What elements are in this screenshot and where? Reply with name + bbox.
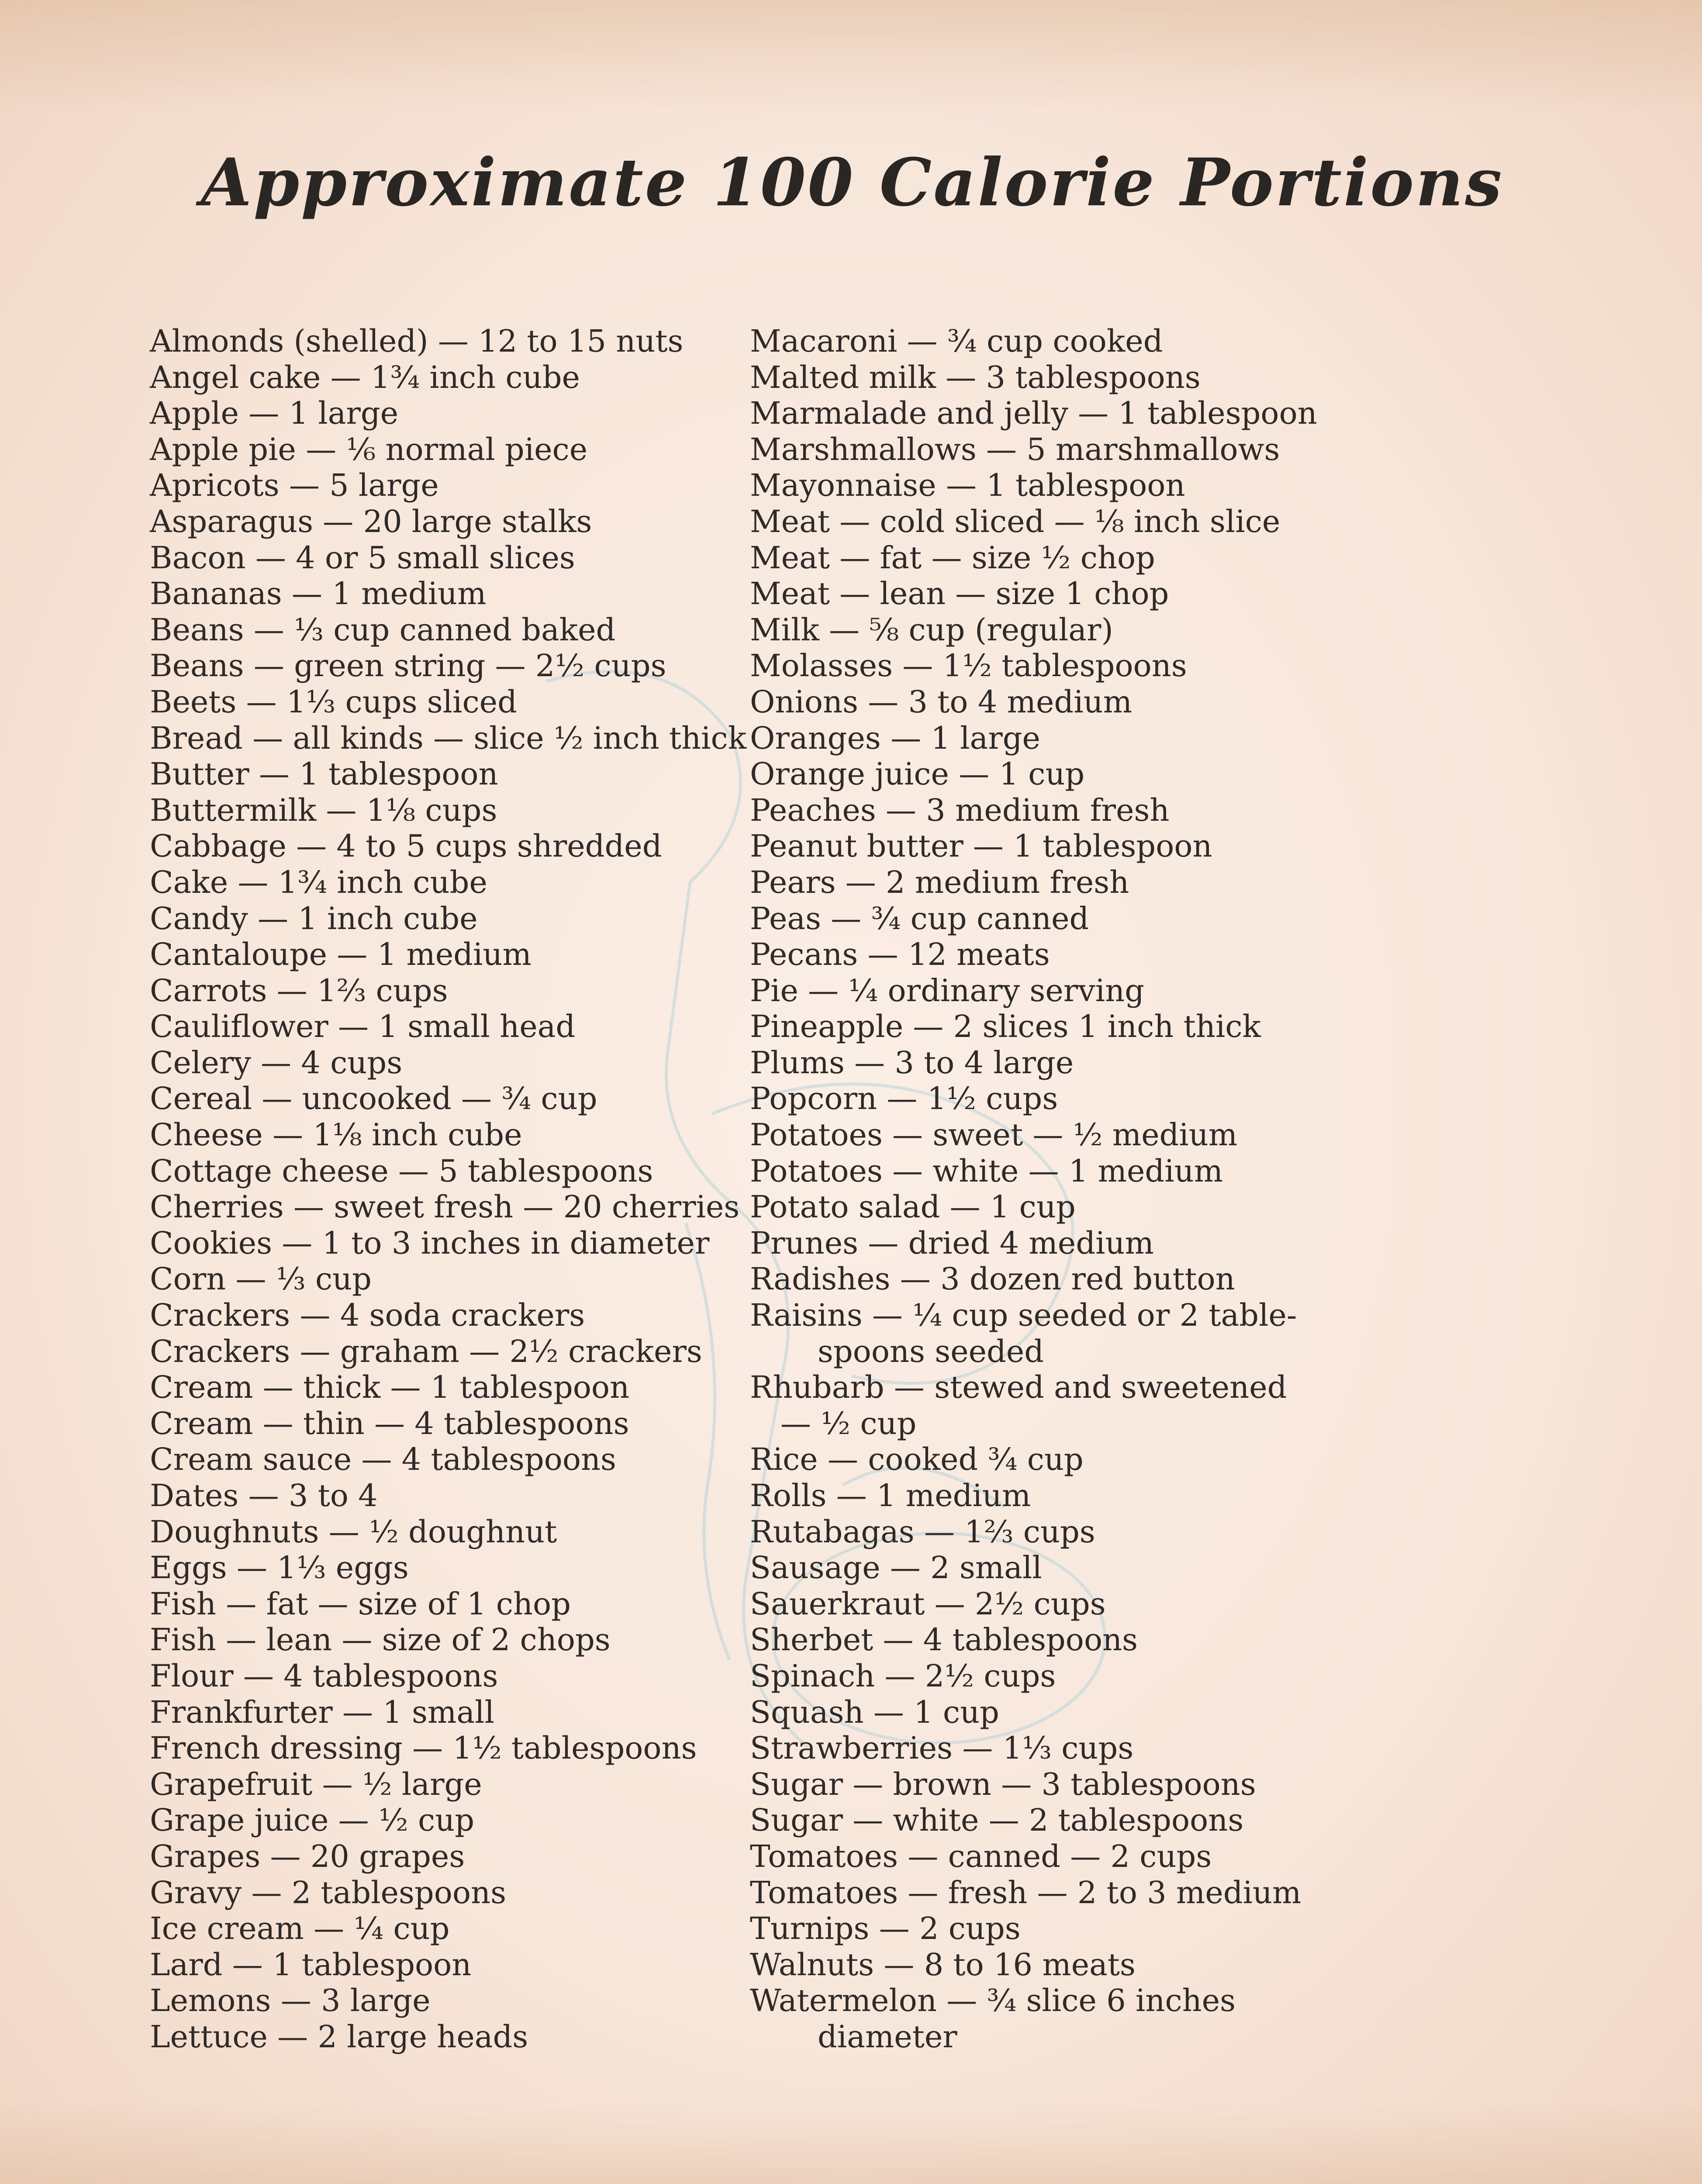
- list-item: Pecans — 12 meats: [750, 936, 1050, 973]
- list-item: Raisins — ¼ cup seeded or 2 table-: [750, 1297, 1297, 1334]
- list-item: Doughnuts — ½ doughnut: [150, 1514, 557, 1550]
- list-item: Rutabagas — 1⅔ cups: [750, 1514, 1095, 1550]
- list-item: Grapes — 20 grapes: [150, 1838, 465, 1874]
- list-item: Rice — cooked ¾ cup: [750, 1441, 1084, 1478]
- list-item: Crackers — 4 soda crackers: [150, 1297, 585, 1334]
- list-item: Strawberries — 1⅓ cups: [750, 1730, 1134, 1766]
- list-item: Flour — 4 tablespoons: [150, 1658, 498, 1694]
- list-item: Celery — 4 cups: [150, 1044, 403, 1081]
- list-item: Cereal — uncooked — ¾ cup: [150, 1081, 597, 1117]
- list-item: Lettuce — 2 large heads: [150, 2018, 528, 2055]
- list-item: Buttermilk — 1⅛ cups: [150, 792, 497, 828]
- list-item: Sausage — 2 small: [750, 1550, 1042, 1586]
- list-item: Grapefruit — ½ large: [150, 1766, 482, 1802]
- list-item: Radishes — 3 dozen red button: [750, 1261, 1235, 1297]
- list-item: Watermelon — ¾ slice 6 inches: [750, 1983, 1236, 2019]
- list-item: Butter — 1 tablespoon: [150, 756, 498, 792]
- list-item: Sugar — brown — 3 tablespoons: [750, 1766, 1256, 1802]
- list-item: Fish — fat — size of 1 chop: [150, 1586, 571, 1622]
- list-item: Beets — 1⅓ cups sliced: [150, 684, 517, 720]
- list-item: Dates — 3 to 4: [150, 1478, 378, 1514]
- list-item: Turnips — 2 cups: [750, 1911, 1021, 1947]
- list-item: Lemons — 3 large: [150, 1983, 431, 2019]
- list-item: Cabbage — 4 to 5 cups shredded: [150, 828, 662, 864]
- list-item: Cantaloupe — 1 medium: [150, 936, 532, 973]
- list-item: Potatoes — white — 1 medium: [750, 1153, 1223, 1189]
- list-item: Milk — ⅝ cup (regular): [750, 612, 1113, 648]
- list-item: Cookies — 1 to 3 inches in diameter: [150, 1225, 710, 1261]
- list-item: Marshmallows — 5 marshmallows: [750, 431, 1280, 467]
- list-item: Angel cake — 1¾ inch cube: [150, 359, 580, 395]
- list-item: Bread — all kinds — slice ½ inch thick: [150, 720, 747, 756]
- list-item: Malted milk — 3 tablespoons: [750, 359, 1201, 395]
- left-column: [150, 323, 747, 2055]
- list-item: Peaches — 3 medium fresh: [750, 792, 1170, 828]
- list-item: French dressing — 1½ tablespoons: [150, 1730, 697, 1766]
- list-item: Beans — ⅓ cup canned baked: [150, 612, 616, 648]
- list-item: Sauerkraut — 2½ cups: [750, 1586, 1106, 1622]
- list-item: Ice cream — ¼ cup: [150, 1911, 450, 1947]
- list-item: Cottage cheese — 5 tablespoons: [150, 1153, 653, 1189]
- page-title: Approximate 100 Calorie Portions: [201, 144, 1504, 221]
- list-item: Apricots — 5 large: [150, 467, 439, 504]
- list-item: Rolls — 1 medium: [750, 1478, 1031, 1514]
- list-item: Cream — thin — 4 tablespoons: [150, 1405, 629, 1441]
- list-item: Gravy — 2 tablespoons: [150, 1874, 507, 1911]
- list-item: Spinach — 2½ cups: [750, 1658, 1056, 1694]
- list-item: Apple pie — ⅙ normal piece: [150, 431, 588, 467]
- list-item: Squash — 1 cup: [750, 1694, 999, 1730]
- list-item: Oranges — 1 large: [750, 720, 1040, 756]
- list-item: Cauliflower — 1 small head: [150, 1009, 576, 1045]
- paper-stain-bottom: [0, 2101, 1702, 2184]
- list-item: Frankfurter — 1 small: [150, 1694, 494, 1730]
- list-item: Lard — 1 tablespoon: [150, 1946, 472, 1983]
- list-item: Orange juice — 1 cup: [750, 756, 1085, 792]
- list-item: Meat — fat — size ½ chop: [750, 539, 1155, 576]
- list-item: Sherbet — 4 tablespoons: [750, 1622, 1138, 1658]
- list-item: Macaroni — ¾ cup cooked: [750, 323, 1163, 359]
- list-item: Cherries — sweet fresh — 20 cherries: [150, 1189, 740, 1225]
- list-item: Fish — lean — size of 2 chops: [150, 1622, 611, 1658]
- list-item-continuation: spoons seeded: [818, 1333, 1044, 1369]
- list-item: Molasses — 1½ tablespoons: [750, 648, 1187, 684]
- list-item: Walnuts — 8 to 16 meats: [750, 1946, 1136, 1983]
- list-item: Crackers — graham — 2½ crackers: [150, 1333, 702, 1369]
- list-item: Cake — 1¾ inch cube: [150, 864, 487, 900]
- list-item: Meat — cold sliced — ⅛ inch slice: [750, 503, 1281, 539]
- list-item: Apple — 1 large: [150, 395, 399, 432]
- list-item: Mayonnaise — 1 tablespoon: [750, 467, 1185, 504]
- list-item: Asparagus — 20 large stalks: [150, 503, 592, 539]
- list-item: Popcorn — 1½ cups: [750, 1081, 1058, 1117]
- list-item-continuation: diameter: [818, 2018, 957, 2055]
- list-item: Almonds (shelled) — 12 to 15 nuts: [150, 323, 684, 359]
- list-item: Potato salad — 1 cup: [750, 1189, 1076, 1225]
- list-item: Carrots — 1⅔ cups: [150, 972, 448, 1009]
- list-item: Peas — ¾ cup canned: [750, 900, 1089, 936]
- list-item: Eggs — 1⅓ eggs: [150, 1550, 409, 1586]
- list-item: Potatoes — sweet — ½ medium: [750, 1117, 1238, 1153]
- list-item: Meat — lean — size 1 chop: [750, 576, 1169, 612]
- list-item: Grape juice — ½ cup: [150, 1802, 475, 1838]
- list-item: Onions — 3 to 4 medium: [750, 684, 1132, 720]
- list-item: Pie — ¼ ordinary serving: [750, 972, 1145, 1009]
- list-item: Tomatoes — canned — 2 cups: [750, 1838, 1212, 1874]
- list-item: Marmalade and jelly — 1 tablespoon: [750, 395, 1317, 432]
- list-item: Bacon — 4 or 5 small slices: [150, 539, 575, 576]
- list-item: Rhubarb — stewed and sweetened: [750, 1369, 1287, 1406]
- paper-stain-top: [0, 0, 1702, 114]
- list-item: Sugar — white — 2 tablespoons: [750, 1802, 1244, 1838]
- list-item: Cream sauce — 4 tablespoons: [150, 1441, 616, 1478]
- list-item: Beans — green string — 2½ cups: [150, 648, 666, 684]
- list-item-continuation: — ½ cup: [780, 1405, 917, 1441]
- list-item: Bananas — 1 medium: [150, 576, 487, 612]
- list-item: Pears — 2 medium fresh: [750, 864, 1129, 900]
- list-item: Tomatoes — fresh — 2 to 3 medium: [750, 1874, 1302, 1911]
- list-item: Cheese — 1⅛ inch cube: [150, 1117, 522, 1153]
- list-item: Plums — 3 to 4 large: [750, 1044, 1074, 1081]
- list-item: Prunes — dried 4 medium: [750, 1225, 1154, 1261]
- list-item: Pineapple — 2 slices 1 inch thick: [750, 1009, 1261, 1045]
- list-item: Corn — ⅓ cup: [150, 1261, 372, 1297]
- list-item: Peanut butter — 1 tablespoon: [750, 828, 1212, 864]
- list-item: Cream — thick — 1 tablespoon: [150, 1369, 630, 1406]
- list-item: Candy — 1 inch cube: [150, 900, 478, 936]
- right-column: [750, 323, 1353, 2055]
